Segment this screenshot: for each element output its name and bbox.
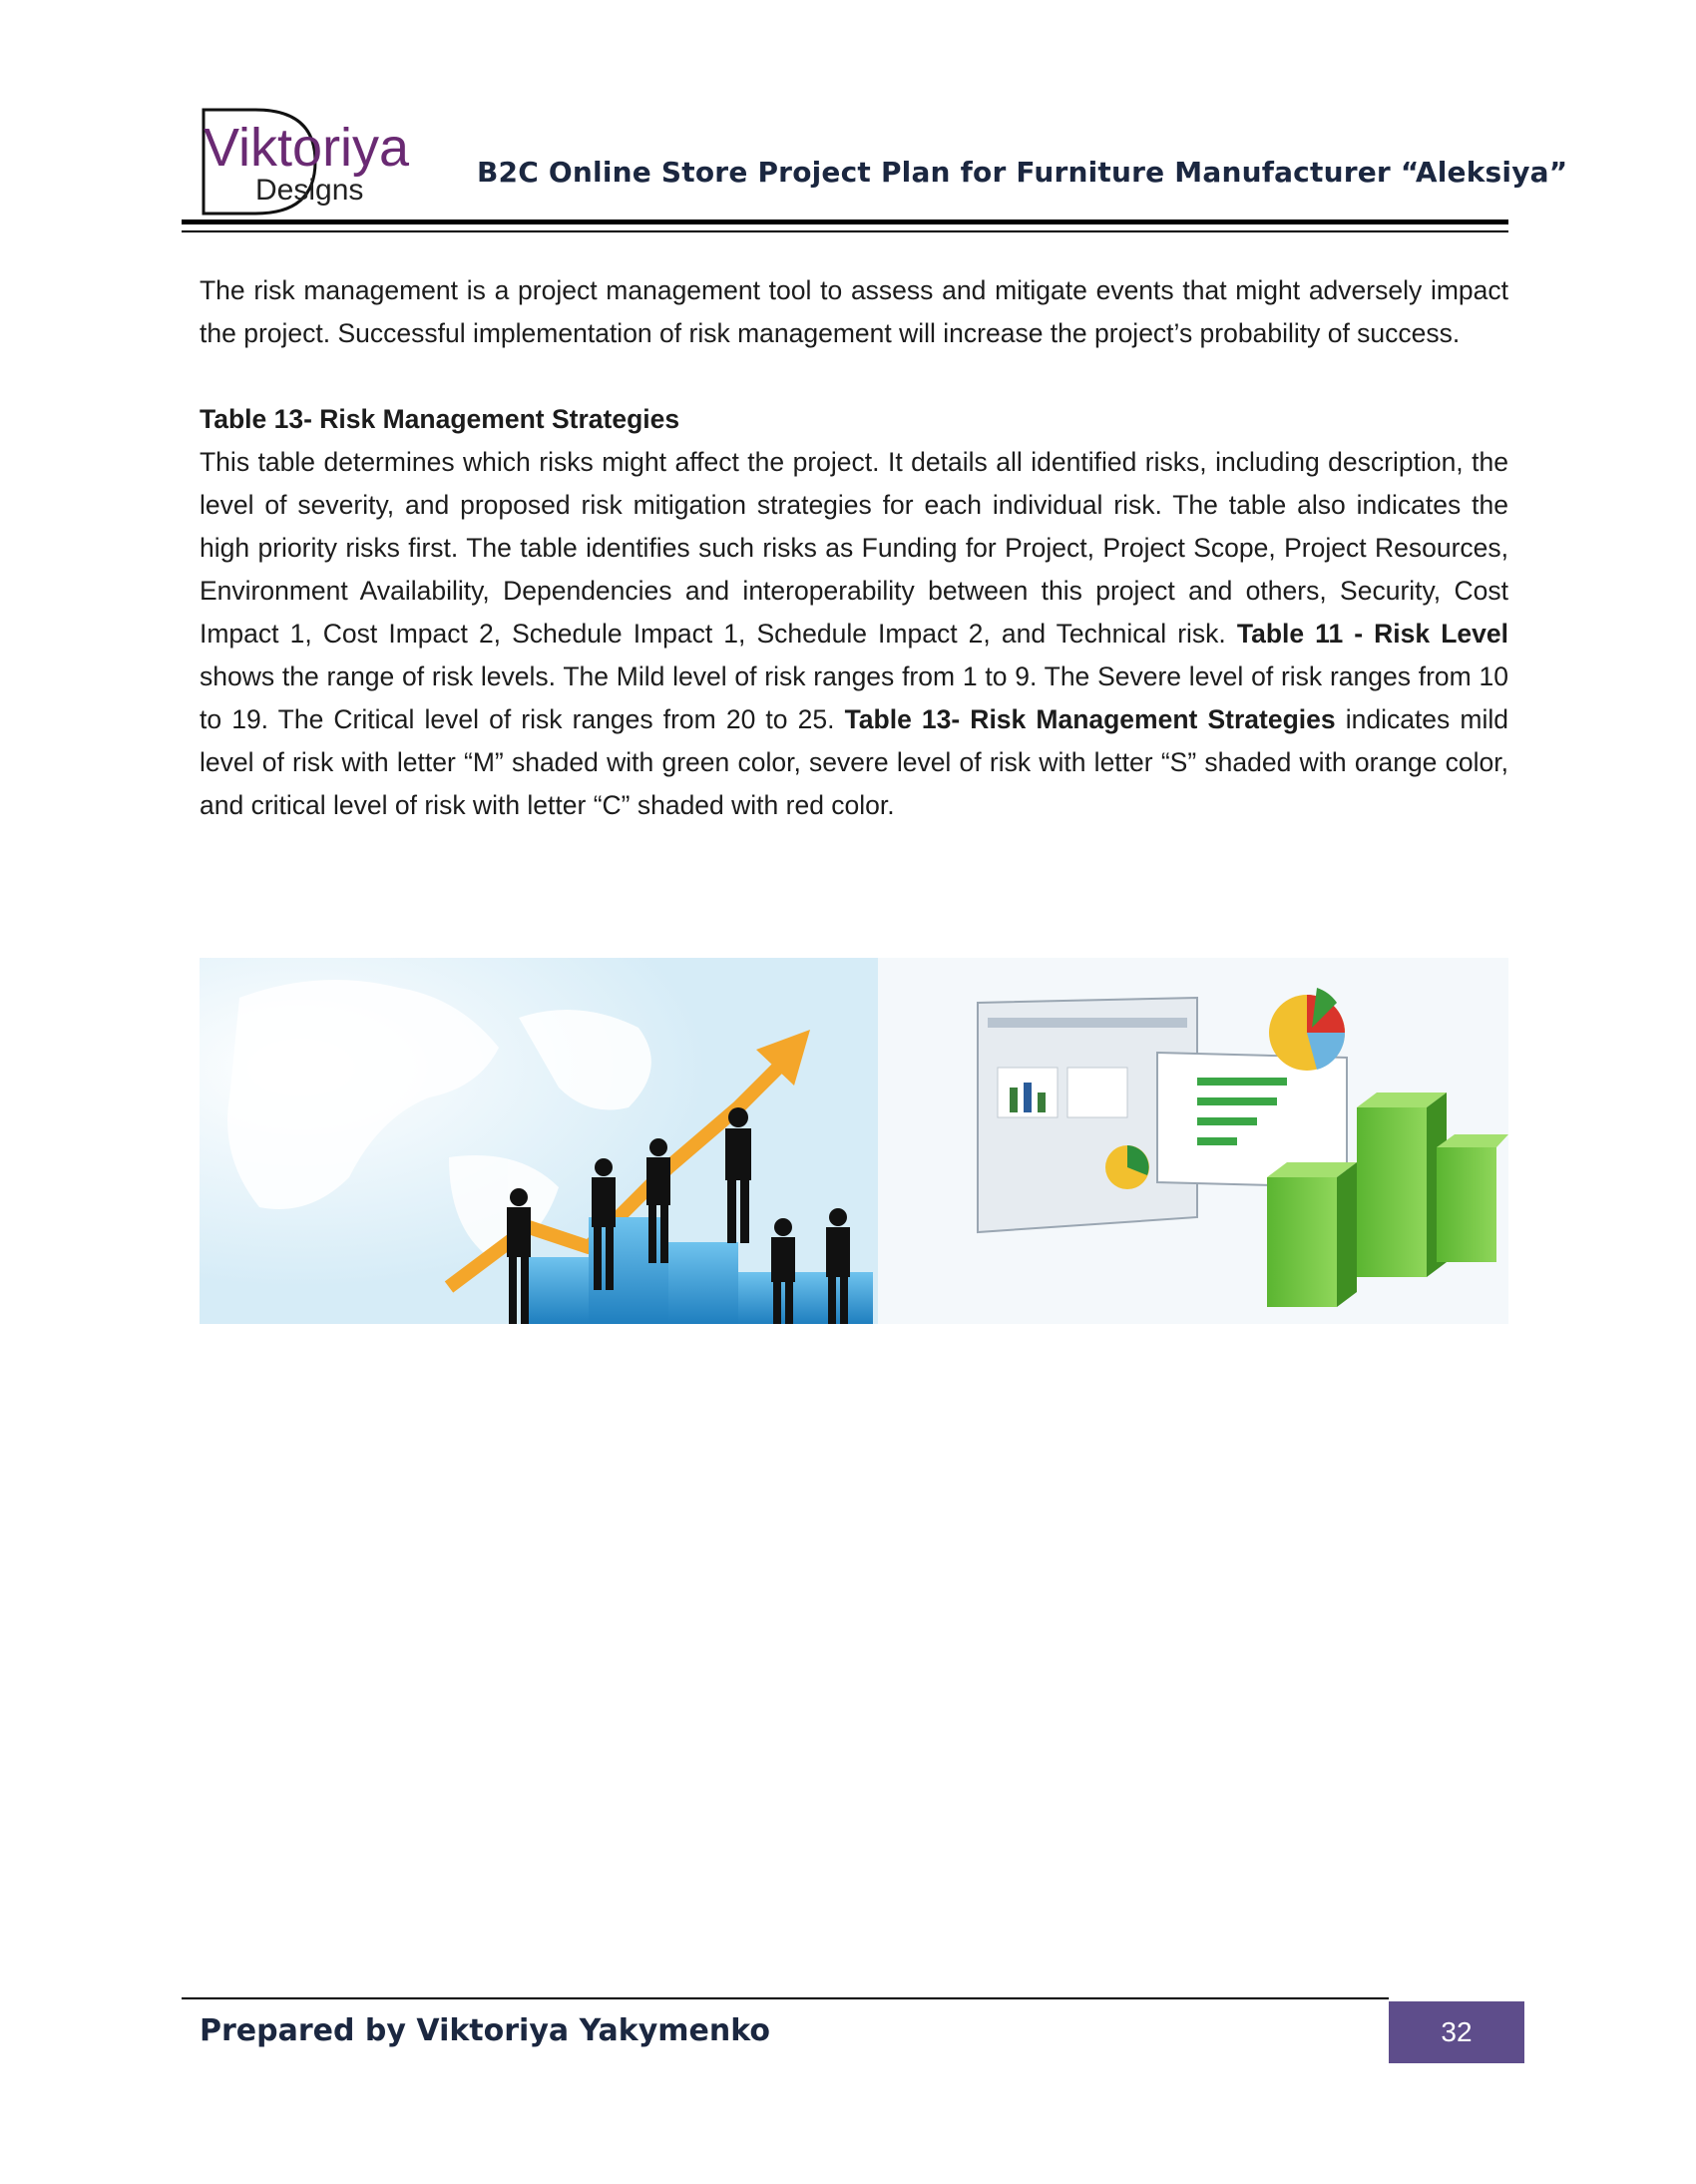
footer-author: Prepared by Viktoriya Yakymenko [200, 2013, 771, 2048]
paragraph-text: This table determines which risks might affect the project. It details all identified risks, including description, the level of severity, and proposed risk mitigation strategies for each individual risk. The table also indicates the high priority risks first. The table identifies such risks as Funding for Project, Project Scope, Project Resources, Environment Availability, Dependencies and interoperability between this project and others, Security, Cost Impact 1, Cost Impact 2, Schedule Impact 1, Schedule Impact 2, and Technical risk. [200, 447, 1508, 649]
brand-logo [196, 104, 455, 219]
table-caption: Table 13- Risk Management Strategies [200, 404, 680, 434]
business-growth-banner [200, 958, 1508, 1324]
header-divider-thin [182, 230, 1508, 232]
svg-text:Designs: Designs [255, 174, 364, 207]
footer-divider [182, 1997, 1389, 1999]
intro-paragraph: The risk management is a project management tool to assess and mitigate events that might adversely impact the project. Successful implementation of risk management will increase the project’s probability of success. [200, 275, 1508, 348]
svg-text:Viktoriya: Viktoriya [204, 118, 410, 178]
paragraph-text: indicates mild level of risk with letter “M” shaded with green color, severe level of risk with letter “S” shaded with orange color, and critical level of risk with letter “C” shaded with red color. [200, 704, 1508, 820]
paragraph-text: shows the range of risk levels. The Mild level of risk ranges from 1 to 9. The Severe level of risk ranges from 10 to 19. The Critical level of risk ranges from 20 to 25. [200, 661, 1508, 734]
document-title: B2C Online Store Project Plan for Furniture Manufacturer “Aleksiya” [477, 156, 1568, 189]
table-reference: Table 11 - Risk Level [1236, 619, 1508, 649]
page-number: 32 [1389, 2001, 1524, 2063]
table-reference: Table 13- Risk Management Strategies [844, 704, 1336, 734]
page-content [200, 269, 1508, 827]
header-divider [182, 219, 1508, 224]
description-paragraph [200, 441, 1508, 827]
